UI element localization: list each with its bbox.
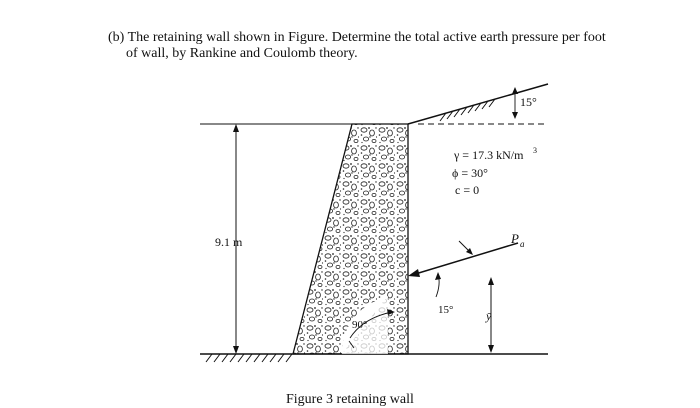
active-force-label: P	[511, 231, 519, 246]
arrow-head-icon	[512, 112, 518, 119]
unit-weight-label: γ = 17.3 kN/m	[454, 148, 524, 162]
friction-angle-label: ϕ = 30°	[452, 166, 488, 180]
arrow-head-icon	[408, 269, 420, 277]
height-label: 9.1 m	[215, 235, 243, 249]
ground-line	[200, 354, 548, 362]
backfill-angle-label: 15°	[520, 95, 537, 109]
ybar-label: ȳ	[486, 309, 492, 323]
active-force-arrow	[412, 243, 518, 275]
active-force-subscript: a	[520, 239, 525, 249]
arrow-head-icon	[435, 272, 441, 280]
question-line-1: (b) The retaining wall shown in Figure. Determine the total active earth pressure per foot	[108, 30, 606, 45]
wall-angle-label: 90°	[352, 319, 368, 331]
force-angle-label: 15°	[438, 304, 454, 316]
figure-caption: Figure 3 retaining wall	[286, 392, 414, 407]
unit-weight-exponent: 3	[533, 146, 537, 155]
arrow-head-icon	[512, 87, 518, 94]
wall-body	[293, 124, 408, 354]
question-line-2: of wall, by Rankine and Coulomb theory.	[126, 46, 358, 61]
cohesion-label: c = 0	[455, 183, 480, 197]
